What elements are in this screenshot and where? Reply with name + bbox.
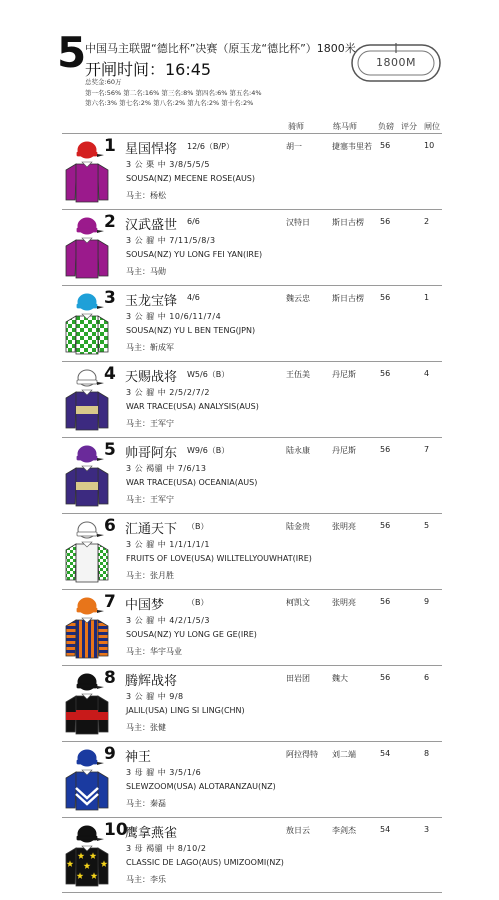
saddle-number: 10	[104, 820, 128, 840]
barrier-draw: 10	[424, 141, 435, 150]
prize-money: 总奖金:60万	[85, 78, 122, 86]
start-time: 开闸时间：16:45	[85, 60, 212, 79]
carried-weight: 56	[380, 673, 391, 682]
race-header	[0, 0, 499, 130]
trainer-name: 张明亮	[332, 598, 356, 607]
trainer-name: 捷塞韦里若	[332, 142, 372, 151]
column-header-jockey: 骑师	[288, 122, 304, 131]
carried-weight: 54	[380, 825, 391, 834]
column-header-rating: 评分	[401, 122, 417, 131]
owner-name: 马主：李乐	[126, 875, 166, 884]
horse-details: 3 公 骝 中 4/2/1/5/3	[126, 616, 210, 625]
saddle-number: 8	[104, 668, 116, 688]
horse-name: 帅哥阿东	[125, 446, 178, 461]
column-header-draw: 闸位	[424, 122, 440, 131]
horse-details: 3 公 褐骝 中 7/6/13	[126, 464, 207, 473]
distance-label: 1800M	[376, 56, 416, 69]
barrier-draw: 9	[424, 597, 430, 606]
horse-details: 3 母 骝 中 3/5/1/6	[126, 768, 202, 777]
runner-row	[62, 133, 442, 210]
runner-row	[62, 665, 442, 742]
carried-weight: 56	[380, 141, 391, 150]
runner-row	[62, 437, 442, 514]
barrier-draw: 7	[424, 445, 430, 454]
runner-row	[62, 741, 442, 818]
odds-equipment: W9/6（B）	[187, 446, 230, 455]
jockey-name: 阿拉得特	[286, 750, 318, 759]
pedigree: CLASSIC DE LAGO(AUS) UMIZOOMI(NZ)	[126, 858, 284, 867]
owner-name: 马主：秦磊	[126, 799, 166, 808]
owner-name: 马主：张月胜	[126, 571, 174, 580]
prize-split-line-2: 第六名:3% 第七名:2% 第八名:2% 第九名:2% 第十名:2%	[85, 99, 254, 107]
horse-details: 3 公 骝 中 10/6/11/7/4	[126, 312, 222, 321]
horse-name: 鹰拿燕雀	[125, 826, 178, 841]
owner-name: 马主：华宇马业	[126, 647, 182, 656]
carried-weight: 56	[380, 369, 391, 378]
owner-name: 马主：王军宁	[126, 495, 174, 504]
race-title: 中国马主联盟“德比杯”决赛（原玉龙“德比杯”）1800米	[85, 42, 356, 55]
pedigree: SOUSA(NZ) YU L BEN TENG(JPN)	[126, 326, 256, 335]
saddle-number: 7	[104, 592, 116, 612]
pedigree: SOUSA(NZ) YU LONG GE GE(IRE)	[126, 630, 257, 639]
trainer-name: 斯日古楞	[332, 218, 364, 227]
runner-row	[62, 513, 442, 590]
horse-name: 腾辉战将	[125, 674, 178, 689]
saddle-number: 4	[104, 364, 116, 384]
horse-details: 3 母 褐骝 中 8/10/2	[126, 844, 207, 853]
jockey-name: 汉特日	[286, 218, 310, 227]
pedigree: FRUITS OF LOVE(USA) WILLTELLYOUWHAT(IRE)	[126, 554, 312, 563]
saddle-number: 3	[104, 288, 116, 308]
saddle-number: 6	[104, 516, 116, 536]
prize-split-line-1: 第一名:56% 第二名:16% 第三名:8% 第四名:6% 第五名:4%	[85, 89, 262, 97]
jockey-name: 陆金贵	[286, 522, 310, 531]
horse-name: 神王	[125, 750, 152, 765]
owner-name: 马主：王军宁	[126, 419, 174, 428]
odds-equipment: （B）	[187, 598, 209, 607]
horse-details: 3 公 骝 中 9/8	[126, 692, 184, 701]
trainer-name: 丹尼斯	[332, 370, 356, 379]
jockey-name: 陆永康	[286, 446, 310, 455]
horse-name: 中国梦	[125, 598, 165, 613]
saddle-number: 9	[104, 744, 116, 764]
runner-row	[62, 209, 442, 286]
saddle-number: 5	[104, 440, 116, 460]
trainer-name: 丹尼斯	[332, 446, 356, 455]
jockey-name: 柯凯文	[286, 598, 310, 607]
saddle-number: 1	[104, 136, 116, 156]
barrier-draw: 3	[424, 825, 430, 834]
column-header-weight: 负磅	[378, 122, 394, 131]
pedigree: WAR TRACE(USA) OCEANIA(AUS)	[126, 478, 258, 487]
carried-weight: 54	[380, 749, 391, 758]
carried-weight: 56	[380, 445, 391, 454]
carried-weight: 56	[380, 217, 391, 226]
column-header-trainer: 练马师	[333, 122, 357, 131]
carried-weight: 56	[380, 597, 391, 606]
odds-equipment: 12/6（B/P）	[187, 142, 234, 151]
jockey-name: 魏云忠	[286, 294, 310, 303]
horse-details: 3 公 骝 中 1/1/1/1/1	[126, 540, 210, 549]
pedigree: SOUSA(NZ) MECENE ROSE(AUS)	[126, 174, 255, 183]
barrier-draw: 5	[424, 521, 430, 530]
carried-weight: 56	[380, 293, 391, 302]
jockey-name: 敖日云	[286, 826, 310, 835]
race-number: 5	[57, 28, 87, 77]
jockey-name: 胡一	[286, 142, 302, 151]
runner-row	[62, 285, 442, 362]
pedigree: JALIL(USA) LING SI LING(CHN)	[126, 706, 245, 715]
horse-details: 3 公 骝 中 7/11/5/8/3	[126, 236, 216, 245]
trainer-name: 斯日古楞	[332, 294, 364, 303]
trainer-name: 魏大	[332, 674, 348, 683]
pedigree: WAR TRACE(USA) ANALYSIS(AUS)	[126, 402, 259, 411]
saddle-number: 2	[104, 212, 116, 232]
horse-details: 3 公 栗 中 3/8/5/5/5	[126, 160, 210, 169]
carried-weight: 56	[380, 521, 391, 530]
track-distance-badge	[350, 42, 442, 84]
owner-name: 马主：杨松	[126, 191, 166, 200]
horse-name: 玉龙宝锋	[125, 294, 178, 309]
pedigree: SLEWZOOM(USA) ALOTARANZAU(NZ)	[126, 782, 276, 791]
horse-details: 3 公 骝 中 2/5/2/7/2	[126, 388, 210, 397]
jockey-name: 王伍美	[286, 370, 310, 379]
runner-row	[62, 589, 442, 666]
barrier-draw: 8	[424, 749, 430, 758]
odds-equipment: 6/6	[187, 217, 200, 226]
owner-name: 马主：马勋	[126, 267, 166, 276]
pedigree: SOUSA(NZ) YU LONG FEI YAN(IRE)	[126, 250, 263, 259]
trainer-name: 刘二端	[332, 750, 356, 759]
jockey-name: 田岩团	[286, 674, 310, 683]
horse-name: 汇通天下	[125, 522, 178, 537]
horse-name: 汉武盛世	[125, 218, 178, 233]
owner-name: 马主：张健	[126, 723, 166, 732]
runner-row	[62, 817, 442, 893]
trainer-name: 张明亮	[332, 522, 356, 531]
horse-name: 天赐战将	[125, 370, 178, 385]
horse-name: 星国悍将	[125, 142, 178, 157]
odds-equipment: 4/6	[187, 293, 200, 302]
trainer-name: 李剑杰	[332, 826, 356, 835]
barrier-draw: 1	[424, 293, 430, 302]
barrier-draw: 2	[424, 217, 430, 226]
barrier-draw: 4	[424, 369, 430, 378]
owner-name: 马主：靳成军	[126, 343, 174, 352]
odds-equipment: （B）	[187, 522, 209, 531]
runner-row	[62, 361, 442, 438]
odds-equipment: W5/6（B）	[187, 370, 230, 379]
barrier-draw: 6	[424, 673, 430, 682]
